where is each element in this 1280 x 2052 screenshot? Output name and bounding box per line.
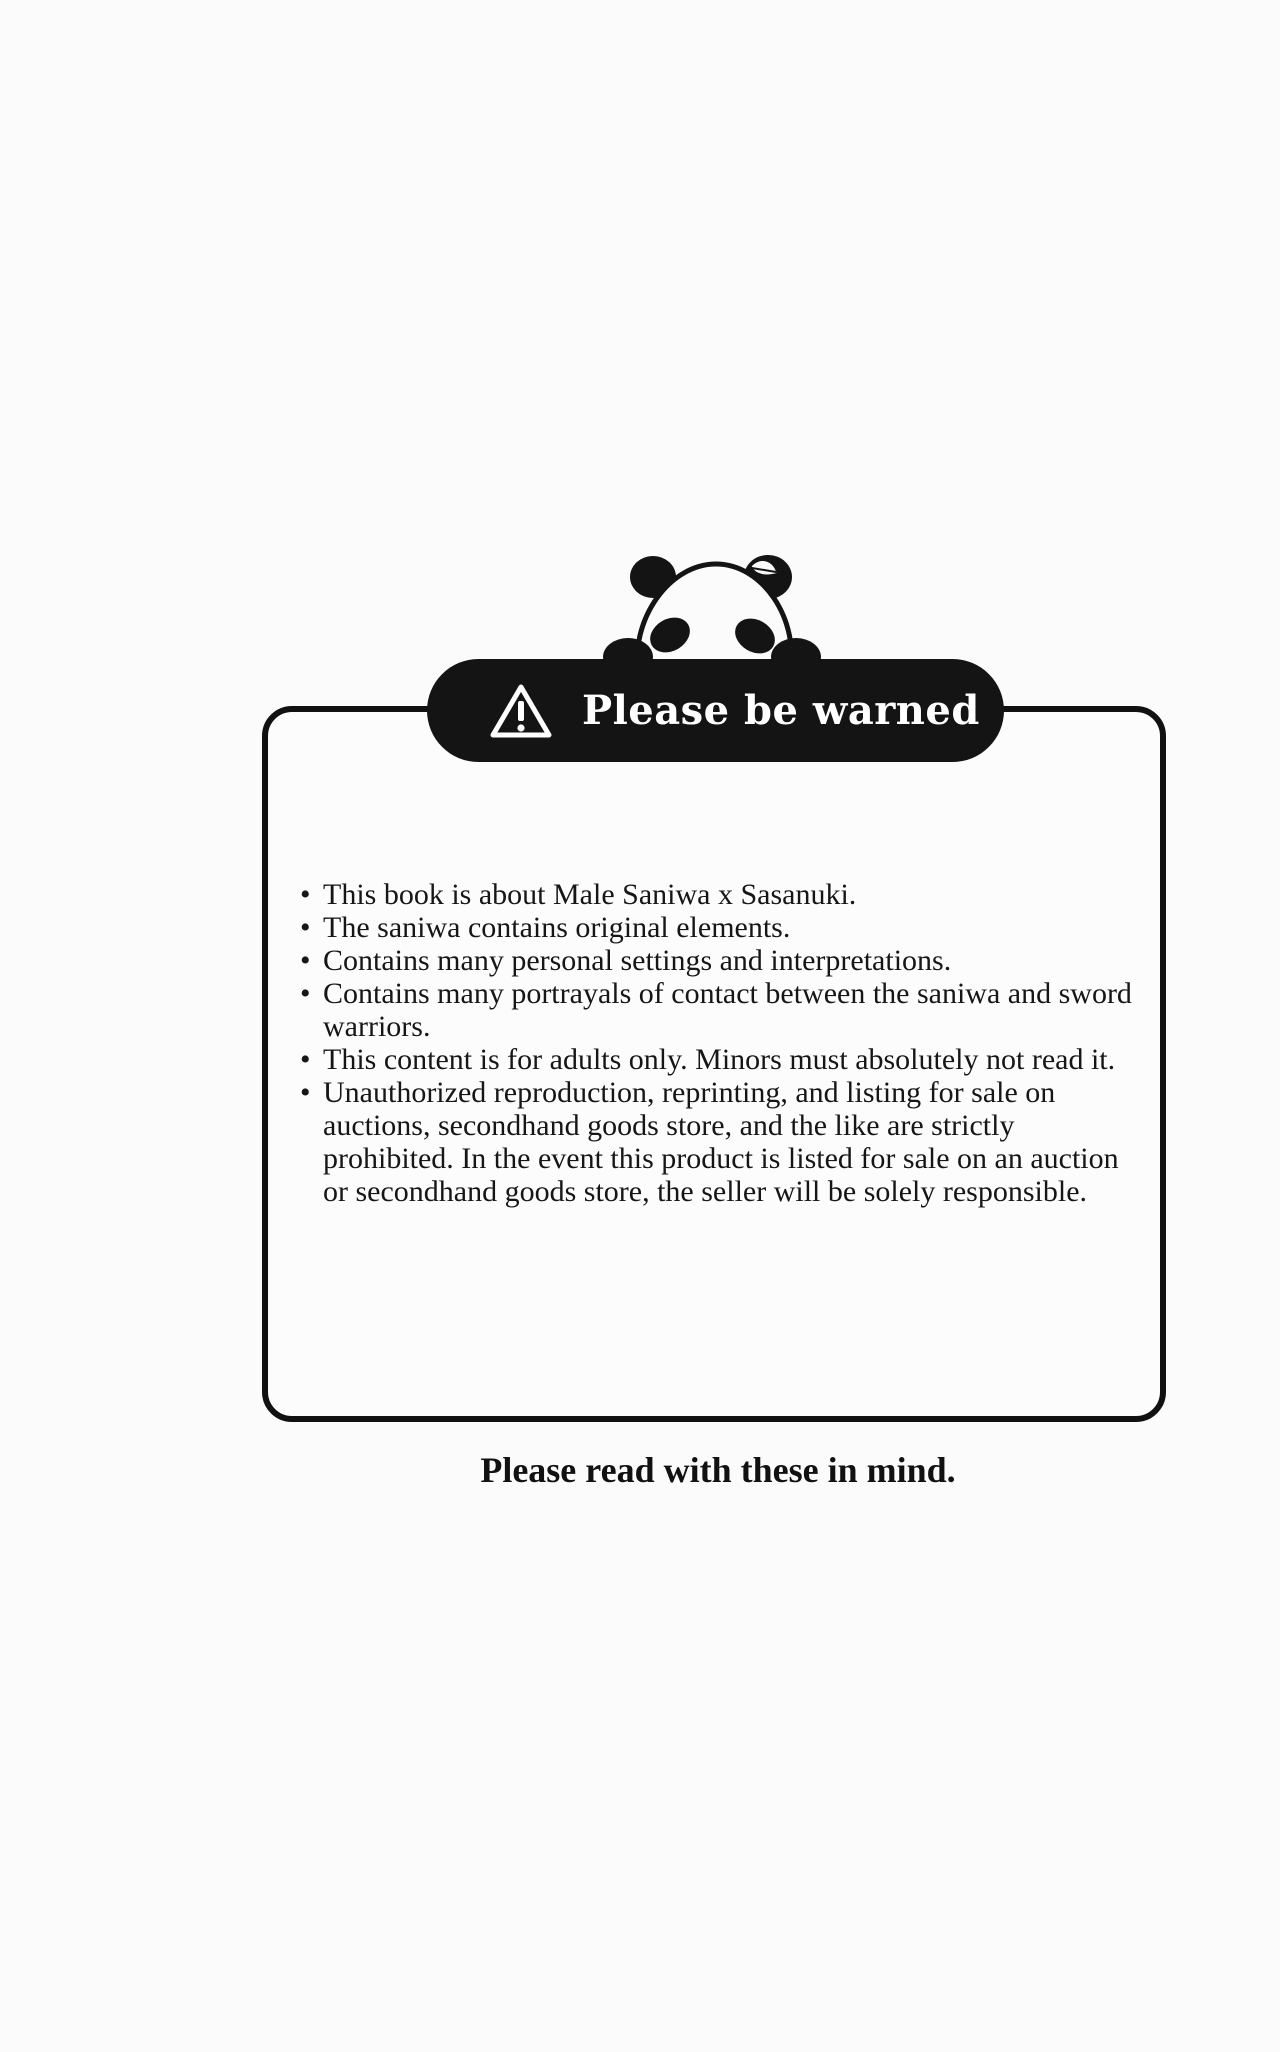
bullet-icon: • <box>300 1076 311 1109</box>
bullet-icon: • <box>300 878 311 911</box>
bullet-icon: • <box>300 977 311 1010</box>
list-item-text: This book is about Male Saniwa x Sasanuki. <box>323 878 857 911</box>
list-item <box>300 977 1140 1043</box>
list-item <box>300 1076 1140 1208</box>
list-item-text: Contains many personal settings and interpretations. <box>323 944 952 977</box>
list-item-text: The saniwa contains original elements. <box>323 911 791 944</box>
footer-note: Please read with these in mind. <box>480 1450 956 1490</box>
bullet-icon: • <box>300 911 311 944</box>
banner-title: Please be warned <box>582 687 980 734</box>
list-item-text: Contains many portrayals of contact between the saniwa and sword warriors. <box>323 977 1132 1043</box>
list-item-text: This content is for adults only. Minors must absolutely not read it. <box>323 1043 1116 1076</box>
list-item <box>300 911 1140 944</box>
warning-triangle-icon <box>489 683 553 739</box>
list-item-text: Unauthorized reproduction, reprinting, and listing for sale on auctions, secondhand goods store, and the like are strictly prohibited. In the event this product is listed for sale on an auction or secondhand goods store, the seller will be solely responsible. <box>323 1076 1119 1208</box>
list-item <box>300 878 1140 911</box>
warning-banner <box>427 659 1004 762</box>
bullet-icon: • <box>300 944 311 977</box>
warning-list <box>300 878 1140 1208</box>
list-item <box>300 944 1140 977</box>
bullet-icon: • <box>300 1043 311 1076</box>
list-item <box>300 1043 1140 1076</box>
